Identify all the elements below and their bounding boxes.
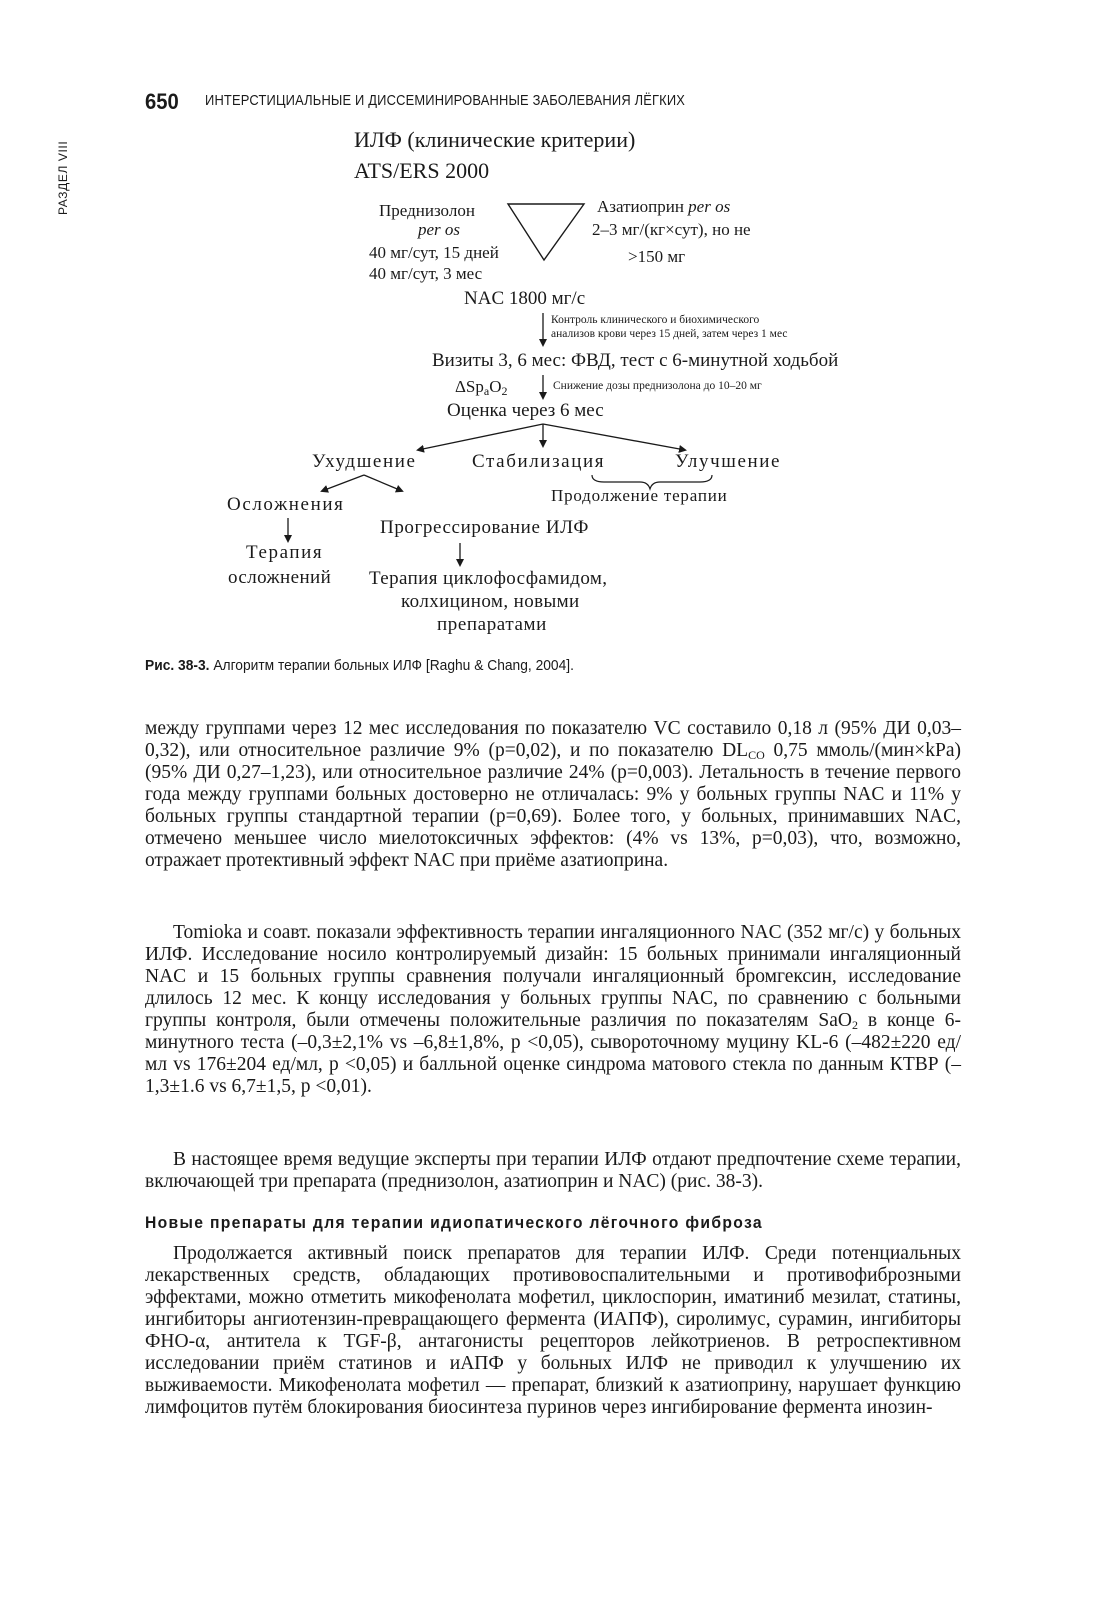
visits-text: Визиты 3, 6 мес: ФВД, тест с 6-минутной ходьбой [432, 350, 839, 371]
figure-caption-text: Алгоритм терапии больных ИЛФ [Raghu & Chang, 2004]. [209, 657, 574, 674]
prednisolone-name: Преднизолон [379, 201, 475, 220]
dose-reduction-note: Снижение дозы преднизолона до 10–20 мг [553, 380, 762, 392]
prednisolone-route: per os [418, 220, 461, 239]
new-therapy-line3: препаратами [437, 614, 547, 635]
arrow-to-worsening [418, 424, 543, 450]
paragraph-4: Продолжается активный поиск препаратов для терапии ИЛФ. Среди потенциальных лекарственных средств, обладающих противовоспалительными и противофиброзными эффектами, можно отметить микофенолата мофетил, циклоспорин, иматиниб мезилат, статины, ингибиторы ангиотензин-превращающего фермента (ИАПФ), сиролимус, сурамин, ингибиторы ФНО-α, антитела к TGF-β, антагонисты рецепторов лейкотриенов. В ретроспективном исследовании приём статинов и иАПФ у больных ИЛФ не приводил к улучшению их выживаемости. Микофенолата мофетил — препарат, близкий к азатиоприну, нарушает функцию лимфоцитов путём блокирования биосинтеза пуринов через ингибирование фермента инозин- [145, 1243, 961, 1418]
diagram-title-line2: ATS/ERS 2000 [354, 158, 490, 183]
improvement-label: Улучшение [675, 451, 782, 472]
figure-caption [145, 657, 574, 674]
azathioprine-dose1: 2–3 мг/(кг×сут), но не [592, 220, 751, 239]
diagram-triangle [508, 204, 584, 260]
section-tab: РАЗДЕЛ VIII [56, 140, 70, 215]
nac-dose: NAC 1800 мг/с [464, 288, 586, 309]
diagram-title-line1: ИЛФ (клинические критерии) [354, 127, 636, 152]
progression-label: Прогрессирование ИЛФ [380, 517, 589, 538]
complications-therapy-line2: осложнений [228, 567, 332, 588]
delta-spo2: $\Delta Sp_aO_2$ [455, 377, 508, 398]
arrow-to-complications [322, 475, 364, 491]
azathioprine-label [597, 197, 730, 217]
complications-therapy-line1: Терапия [246, 542, 324, 563]
continue-therapy-label: Продолжение терапии [551, 486, 728, 505]
azathioprine-dose2: >150 мг [628, 247, 686, 266]
control-note-line2: анализов крови через 15 дней, затем через 1 мес [551, 328, 788, 340]
section-subheading: Новые препараты для терапии идиопатического лёгочного фиброза [145, 1214, 763, 1232]
complications-label: Осложнения [227, 494, 345, 515]
paragraph-3: В настоящее время ведущие эксперты при терапии ИЛФ отдают предпочтение схеме терапии, включающей три препарата (преднизолон, азатиоприн и NAC) (рис. 38-3). [145, 1149, 961, 1192]
stabilization-label: Стабилизация [472, 451, 606, 472]
running-title: ИНТЕРСТИЦИАЛЬНЫЕ И ДИССЕМИНИРОВАННЫЕ ЗАБОЛЕВАНИЯ ЛЁГКИХ [205, 92, 686, 109]
worsening-label: Ухудшение [312, 451, 417, 472]
azathioprine-name: Азатиоприн [597, 197, 684, 216]
prednisolone-dose2: 40 мг/сут, 3 мес [369, 264, 483, 283]
arrow-to-improvement [543, 424, 685, 450]
arrow-to-progression [364, 475, 402, 491]
assessment-text: Оценка через 6 мес [447, 400, 604, 421]
paragraph-2: Tomioka и соавт. показали эффективность терапии ингаляционного NAC (352 мг/с) у больных ИЛФ. Исследование носило контролируемый дизайн: 15 больных принимали ингаляционный NAC и 15 больных группы сравнения получали ингаляционный бромгексин, исследование длилось 12 мес. К концу исследования у больных группы NAC, по сравнению с больными группы контроля, были отмечены положительные различия по показателям SaO$_2$ в конце 6-минутного теста (–0,3±2,1% vs –6,8±1,8%, p <0,05), сывороточному муцину KL-6 (–482±220 ед/мл vs 176±204 ед/мл, p <0,05) и балльной оценке синдрома матового стекла по данным КТВР (–1,3±1.6 vs 6,7±1,5, p <0,01). [145, 922, 961, 1097]
azathioprine-route: per os [688, 197, 731, 216]
new-therapy-line2: колхицином, новыми [401, 591, 580, 612]
control-note-line1: Контроль клинического и биохимического [551, 314, 760, 326]
paragraph-1: между группами через 12 мес исследования по показателю VC составило 0,18 л (95% ДИ 0,03–0,32), или относительное различие 9% (p=0,02), и по показателю $DL_{CO}$ 0,75 ммоль/(мин×kPa) (95% ДИ 0,27–1,23), или относительное различие 24% (p=0,003). Летальность в течение первого года между группами больных достоверно не отличалась: 9% у больных группы NAC и 11% у больных группы стандартной терапии (p=0,69). Более того, у больных, принимавших NAC, отмечено меньшее число миелотоксичных эффектов: (4% vs 13%, p=0,03), что, возможно, отражает протективный эффект NAC при приёме азатиоприна. [145, 718, 961, 871]
prednisolone-dose1: 40 мг/сут, 15 дней [369, 243, 499, 262]
new-therapy-line1: Терапия циклофосфамидом, [369, 568, 608, 589]
page-number: 650 [145, 89, 179, 114]
figure-caption-label: Рис. 38-3. [145, 657, 210, 674]
